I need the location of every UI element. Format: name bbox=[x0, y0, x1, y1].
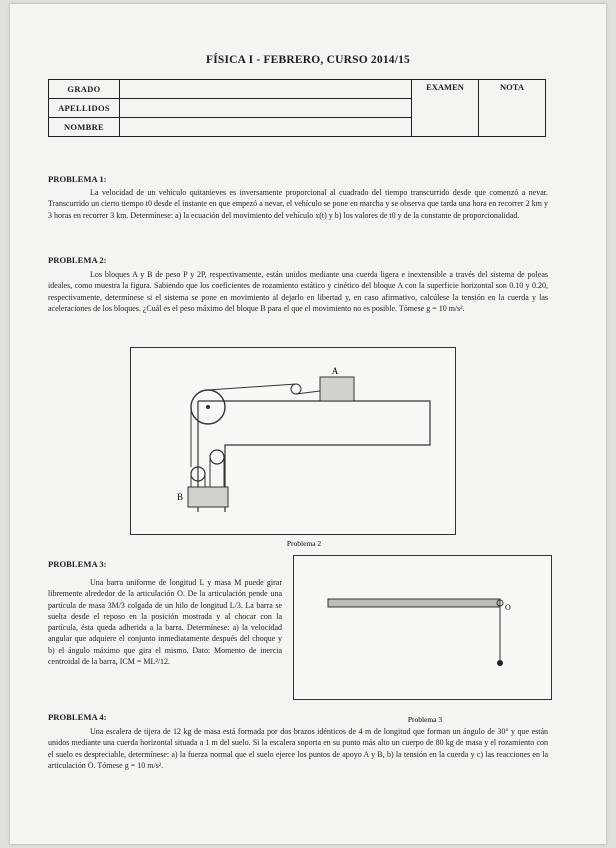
problem-2-figure bbox=[130, 347, 460, 552]
apellidos-label: APELLIDOS bbox=[49, 99, 120, 118]
problem-2-heading: PROBLEMA 2: bbox=[48, 255, 107, 265]
page-title: FÍSICA I - FEBRERO, CURSO 2014/15 bbox=[205, 54, 411, 66]
nota-header: NOTA bbox=[479, 80, 546, 137]
grado-field[interactable] bbox=[120, 80, 412, 99]
figure-3-frame bbox=[294, 556, 552, 700]
problem-3-text: Una barra uniforme de longitud L y masa M puede girar libremente alrededor de la articulación O. De la articulación pende una partícula de masa 3M/3 colgada de un hilo de longitud L/3. La barra se suelta desde el reposo en la posición mostrada y al chocar con la partícula, ésta queda adherida a la barra. Determínese: a) la velocidad angular que adquiere el conjunto inmediatamente después del choque y b) el ángulo máximo que gira el mismo. Dato: Momento de inercia centroidal de la barra, ICM = ML²/12. bbox=[48, 578, 282, 667]
figure-2-frame bbox=[131, 348, 456, 535]
pivot-o-label: O bbox=[505, 603, 511, 612]
problem-2-text: Los bloques A y B de peso P y 2P, respectivamente, están unidos mediante una cuerda ligera e inextensible a través del sistema de poleas ideales, como muestra la figura. Sabiendo que los coeficientes de rozamiento estático y cinético del bloque A con la superficie horizontal son 0.10 y 0.20, respectivamente, determínese si el sistema se pone en movimiento al dejarlo en libertad y, en caso afirmativo, calcúlese la tensión en la cuerda y las aceleraciones de los bloques. ¿Cuál es el peso máximo del bloque B para el que el movimiento no es posible. Tómese g = 10 m/s². bbox=[48, 270, 548, 313]
block-b bbox=[188, 487, 228, 507]
nombre-label: NOMBRE bbox=[49, 118, 120, 137]
problem-4-text: Una escalera de tijera de 12 kg de masa está formada por dos brazos idénticos de 4 m de longitud que forman un ángulo de 30° y que están unidos mediante una cuerda horizontal situada a 1 m del suelo. Si la escalera soporta en su punto más alto un cuerpo de 80 kg de masa y el rozamiento con el suelo es despreciable, determínese: a) la fuerza normal que el suelo ejerce los puntos de apoyo A y B, b) la tensión en la cuerda y c) las reacciones en la articulación O. Tómese g = 10 m/s². bbox=[48, 727, 548, 770]
examen-header: EXAMEN bbox=[412, 80, 479, 137]
problem-3-caption: Problema 3 bbox=[407, 715, 443, 724]
problem-2-caption: Problema 2 bbox=[286, 539, 322, 548]
problem-3-figure bbox=[293, 555, 555, 730]
block-a-label: A bbox=[331, 366, 339, 376]
exam-sheet bbox=[10, 4, 606, 844]
problem-3-heading: PROBLEMA 3: bbox=[48, 559, 107, 569]
uniform-bar bbox=[328, 599, 500, 607]
problem-1-heading: PROBLEMA 1: bbox=[48, 174, 107, 184]
block-a bbox=[320, 377, 354, 401]
particle bbox=[497, 660, 503, 666]
nombre-field[interactable] bbox=[120, 118, 412, 137]
problem-4-heading: PROBLEMA 4: bbox=[48, 712, 107, 722]
apellidos-field[interactable] bbox=[120, 99, 412, 118]
block-b-label: B bbox=[176, 492, 184, 502]
student-info-table bbox=[48, 79, 546, 137]
problem-1-text: La velocidad de un vehículo quitanieves es inversamente proporcional al cuadrado del tiempo transcurrido desde que comenzó a nevar. Transcurrido un cierto tiempo t0 desde el instante en que empezó a nevar, el vehículo se pone en marcha y se observa que tarda una hora en recorrer 2 km y 3 horas en recorrer 3 km. Determínese: a) la ecuación del movimiento del vehículo x(t) y b) los valores de t0 y de la constante de proporcionalidad. bbox=[48, 188, 548, 220]
grado-label: GRADO bbox=[49, 80, 120, 99]
pulley-axle bbox=[206, 405, 210, 409]
